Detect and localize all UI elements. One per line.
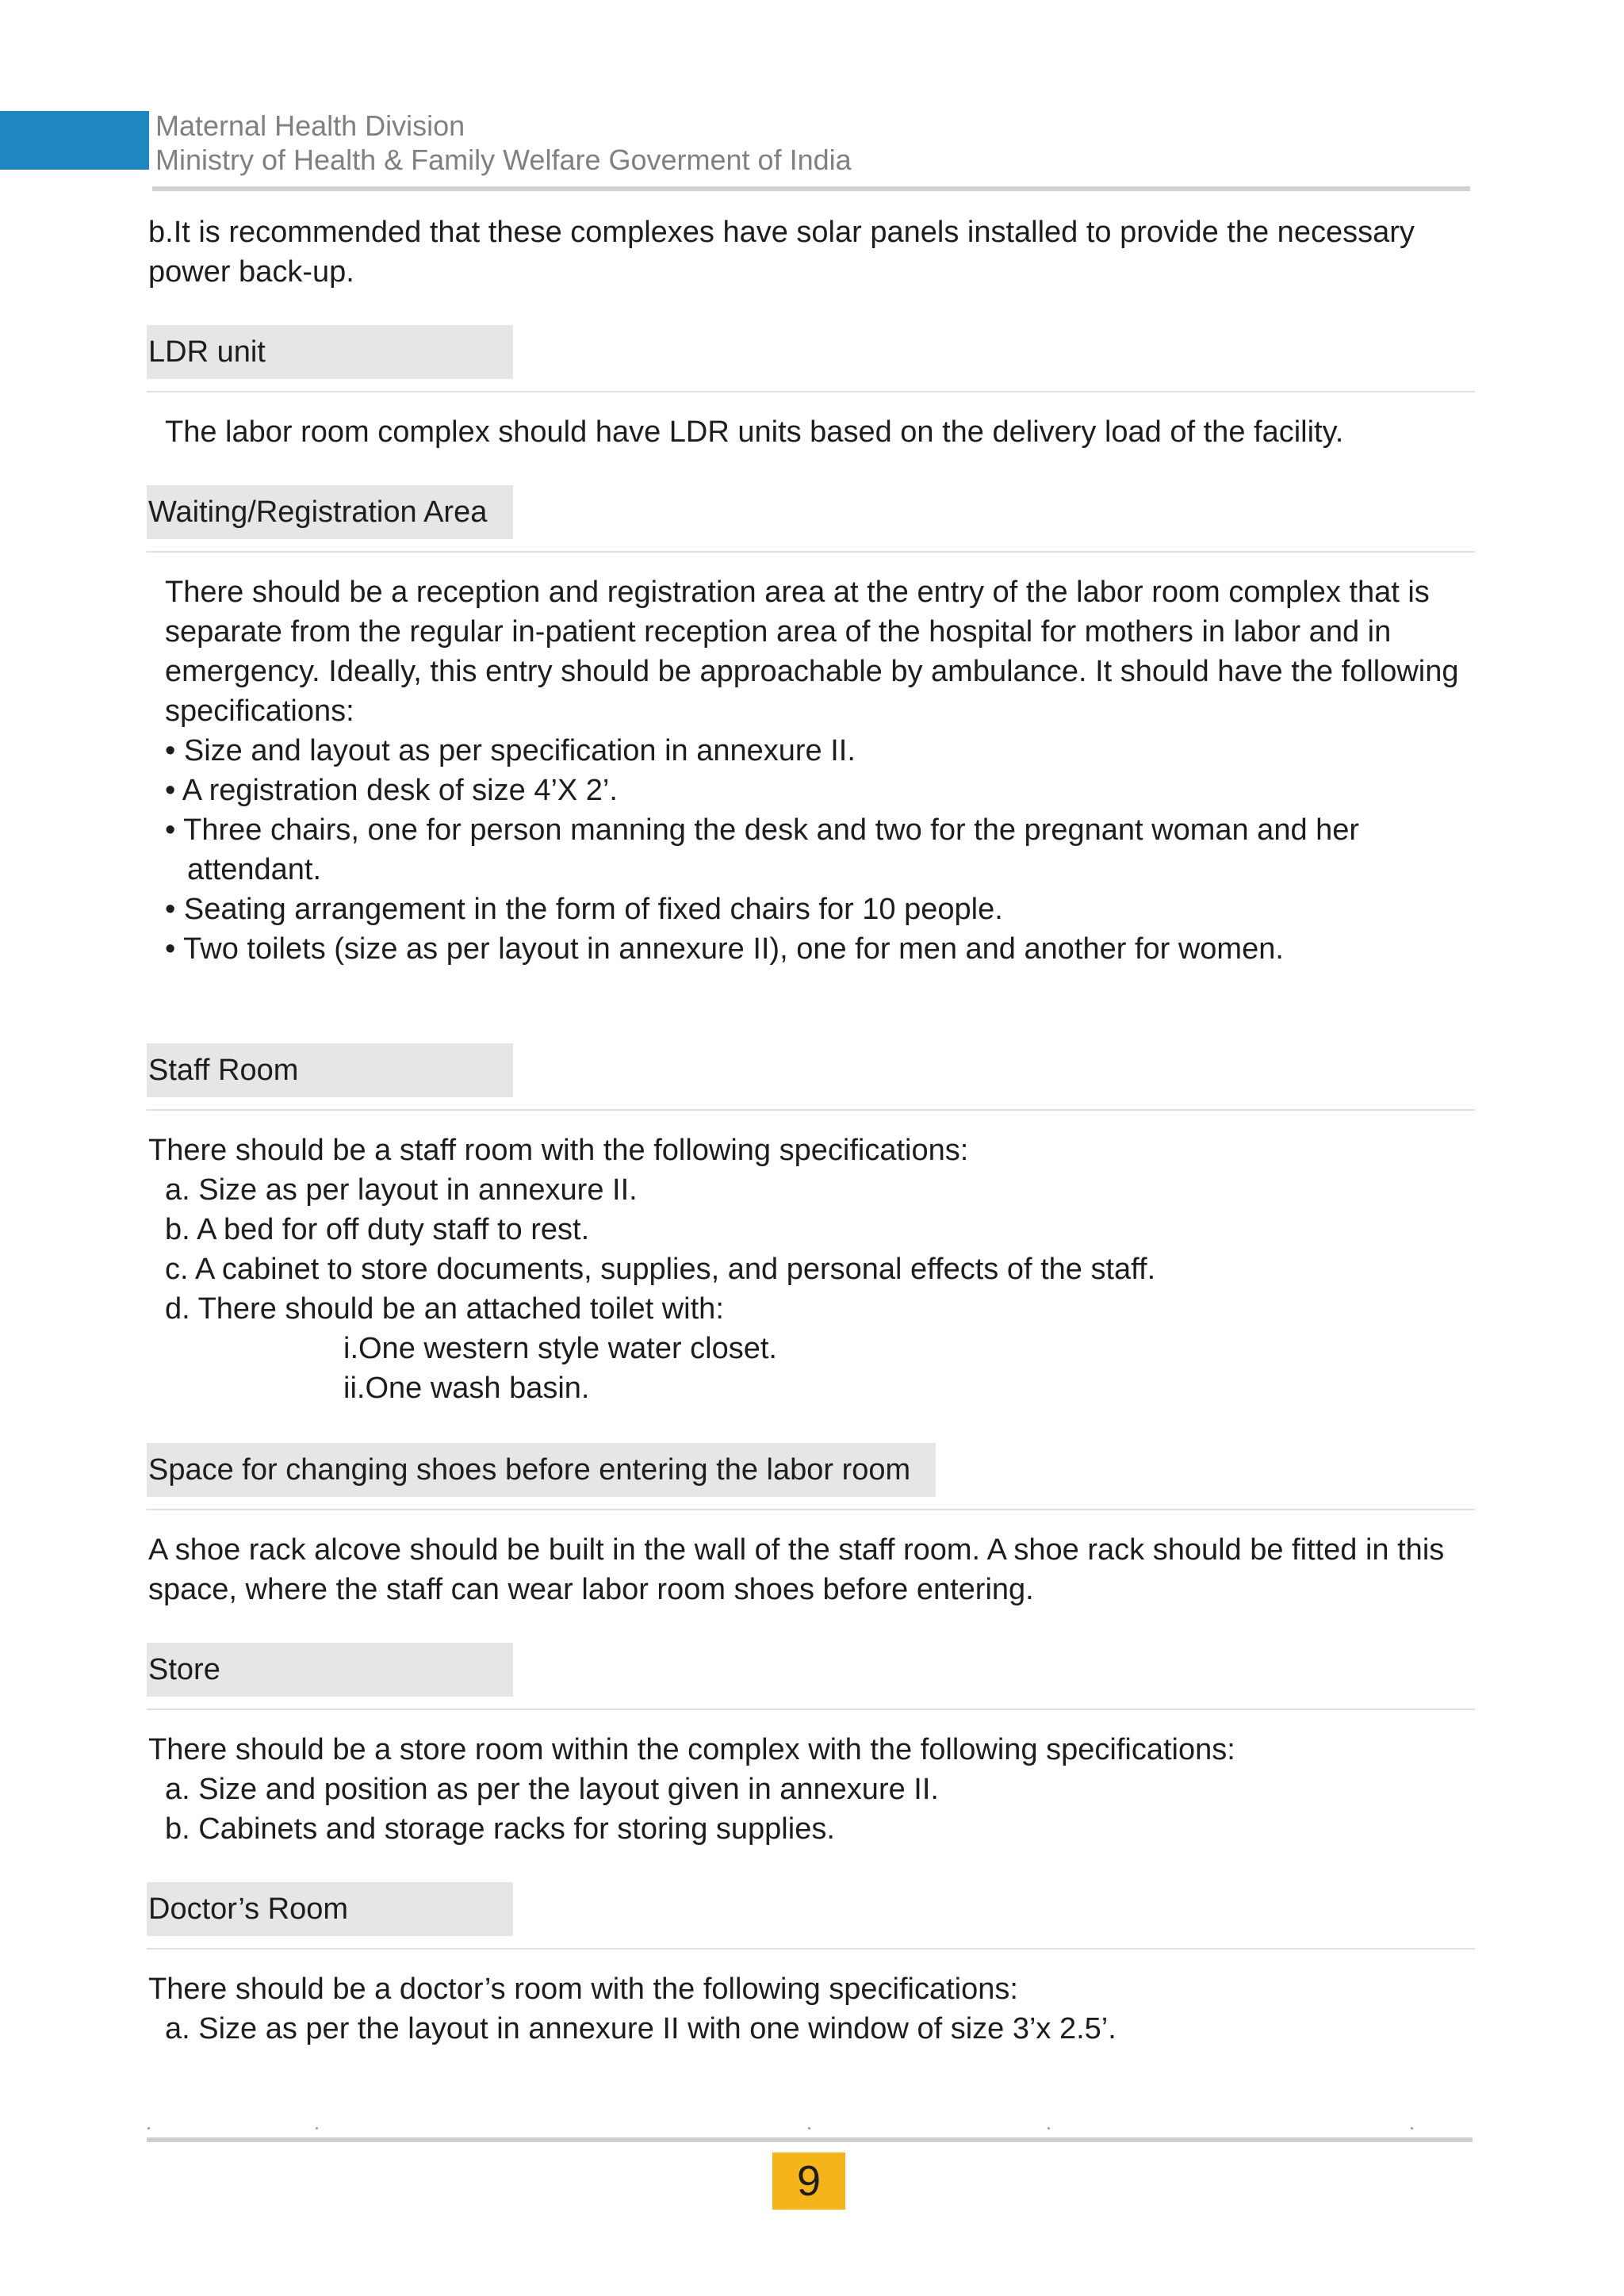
list-item: a. Size and position as per the layout given in annexure II.	[165, 1773, 939, 1806]
paragraph-line: There should be a staff room with the following specifications:	[148, 1134, 969, 1167]
footer-dot	[1411, 2127, 1413, 2130]
paragraph-line: There should be a doctor’s room with the following specifications:	[148, 1973, 1018, 2006]
section-title-doctors-room: Doctor’s Room	[148, 1892, 349, 1926]
footer-dot	[147, 2127, 150, 2130]
bullet-item-continuation: attendant.	[187, 853, 322, 886]
footer-dot	[808, 2127, 810, 2130]
footer-dot	[1048, 2127, 1050, 2130]
intro-line: b.It is recommended that these complexes have solar panels installed to provide the necessary	[148, 216, 1415, 249]
header-rule	[152, 186, 1470, 191]
section-rule	[147, 1509, 1475, 1510]
sub-list-item: ii.One wash basin.	[343, 1372, 590, 1405]
bullet-item: • Two toilets (size as per layout in annexure II), one for men and another for women.	[165, 932, 1284, 966]
bullet-item: • Size and layout as per specification in annexure II.	[165, 734, 856, 767]
section-title-ldr-unit: LDR unit	[148, 335, 266, 369]
section-rule	[147, 551, 1475, 553]
paragraph-line: specifications:	[165, 695, 354, 728]
section-title-store: Store	[148, 1653, 220, 1686]
paragraph-line: space, where the staff can wear labor room shoes before entering.	[148, 1573, 1034, 1606]
section-title-shoe-space: Space for changing shoes before entering the labor room	[148, 1453, 911, 1487]
section-title-staff-room: Staff Room	[148, 1054, 299, 1087]
paragraph-line: There should be a reception and registration area at the entry of the labor room complex that is	[165, 576, 1430, 609]
page-number: 9	[796, 2157, 822, 2205]
paragraph-line: There should be a store room within the complex with the following specifications:	[148, 1733, 1235, 1766]
bullet-item: • Three chairs, one for person manning the desk and two for the pregnant woman and her	[165, 813, 1360, 847]
section-title-waiting-registration: Waiting/Registration Area	[148, 496, 488, 529]
list-item: a. Size as per layout in annexure II.	[165, 1173, 638, 1207]
footer-dot	[316, 2127, 318, 2130]
header-accent-bar	[0, 111, 149, 170]
list-item: b. A bed for off duty staff to rest.	[165, 1213, 590, 1246]
header-ministry: Ministry of Health & Family Welfare Goverment of India	[155, 144, 852, 176]
sub-list-item: i.One western style water closet.	[343, 1332, 777, 1365]
header-division: Maternal Health Division	[155, 109, 465, 142]
paragraph-line: A shoe rack alcove should be built in the wall of the staff room. A shoe rack should be fitted in this	[148, 1533, 1445, 1567]
paragraph-line: separate from the regular in-patient reception area of the hospital for mothers in labor and in	[165, 615, 1392, 649]
intro-line: power back-up.	[148, 255, 354, 289]
list-item: c. A cabinet to store documents, supplies, and personal effects of the staff.	[165, 1253, 1156, 1286]
list-item: b. Cabinets and storage racks for storing supplies.	[165, 1812, 835, 1846]
section-rule	[147, 1948, 1475, 1950]
paragraph-line: The labor room complex should have LDR units based on the delivery load of the facility.	[165, 415, 1344, 449]
list-item: d. There should be an attached toilet with:	[165, 1292, 724, 1326]
list-item: a. Size as per the layout in annexure II with one window of size 3’x 2.5’.	[165, 2012, 1116, 2045]
bullet-item: • Seating arrangement in the form of fixed chairs for 10 people.	[165, 893, 1003, 926]
section-rule	[147, 1709, 1475, 1710]
section-rule	[147, 1109, 1475, 1111]
paragraph-line: emergency. Ideally, this entry should be approachable by ambulance. It should have the following	[165, 655, 1459, 688]
footer-rule	[147, 2137, 1473, 2142]
bullet-item: • A registration desk of size 4’X 2’.	[165, 774, 618, 807]
section-rule	[147, 391, 1475, 392]
